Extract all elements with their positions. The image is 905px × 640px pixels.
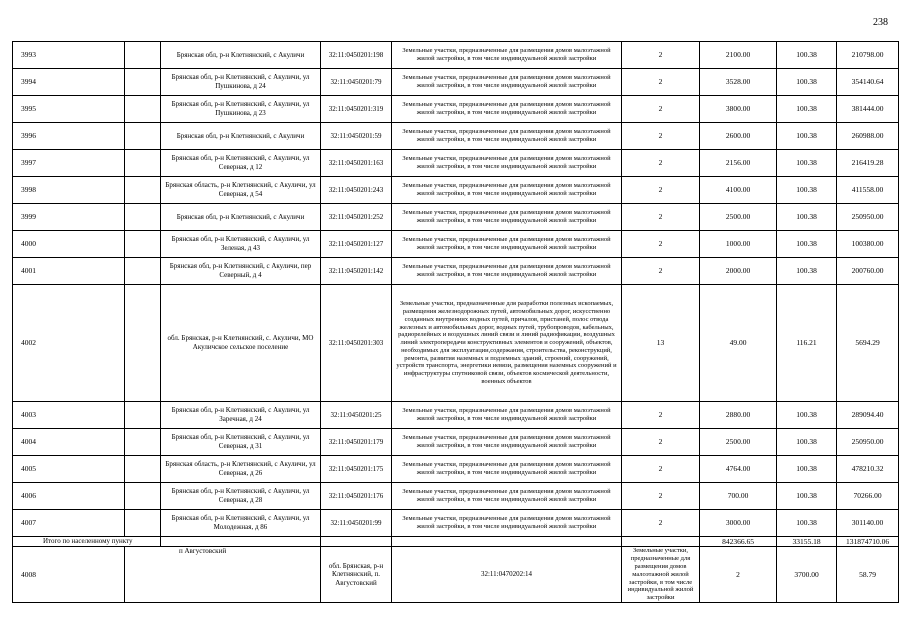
row-cadastral-number: 32:11:0450201:243 — [321, 177, 392, 204]
row-number: 4001 — [13, 258, 125, 285]
row-land-use: Земельные участки, предназначенные для размещения домов малоэтажной жилой застройки, в том числе индивидуальной жилой застройки — [392, 510, 622, 537]
row-rate: 100.38 — [777, 69, 837, 96]
empty-cell — [125, 123, 161, 150]
row-area: 4764.00 — [700, 456, 777, 483]
row-value: 250950.00 — [837, 204, 899, 231]
row-value: 411558.00 — [837, 177, 899, 204]
row-rate: 100.38 — [777, 510, 837, 537]
empty-cell — [125, 510, 161, 537]
row-value: 200760.00 — [837, 258, 899, 285]
row-cadastral-number: 32:11:0450201:79 — [321, 69, 392, 96]
row-address: Брянская обл, р-н Клетнянский, с Акуличи, ул Пушкинова, д 24 — [161, 69, 321, 96]
row-count: 2 — [622, 456, 700, 483]
row-rate: 100.38 — [777, 177, 837, 204]
row-area: 3000.00 — [700, 510, 777, 537]
row-area: 2156.00 — [700, 150, 777, 177]
row-number: 3994 — [13, 69, 125, 96]
row-address: обл. Брянская, р-н Клетнянский, с. Акуличи, МО Акуличское сельское поселение — [161, 285, 321, 402]
row-land-use: Земельные участки, предназначенные для размещения домов малоэтажной жилой застройки, в том числе индивидуальной жилой застройки — [392, 150, 622, 177]
row-address: Брянская обл, р-н Клетнянский, с Акуличи — [161, 123, 321, 150]
row-count: 2 — [622, 177, 700, 204]
row-value: 216419.28 — [837, 150, 899, 177]
row-number: 4007 — [13, 510, 125, 537]
row-number: 4000 — [13, 231, 125, 258]
table-row — [13, 204, 899, 231]
total-empty-cell — [321, 537, 392, 547]
empty-cell — [125, 177, 161, 204]
row-land-use: Земельные участки, предназначенные для размещения домов малоэтажной жилой застройки, в том числе индивидуальной жилой застройки — [392, 69, 622, 96]
empty-cell — [125, 96, 161, 123]
table-row — [13, 547, 899, 603]
row-count: 2 — [622, 96, 700, 123]
settlement-name: п Августовский — [125, 547, 321, 603]
row-address: Брянская обл, р-н Клетнянский, с Акуличи, ул Северная, д 28 — [161, 483, 321, 510]
row-count: 2 — [622, 204, 700, 231]
row-count: 2 — [622, 258, 700, 285]
row-land-use: Земельные участки, предназначенные для размещения домов малоэтажной жилой застройки, в том числе индивидуальной жилой застройки — [392, 429, 622, 456]
row-number: 3997 — [13, 150, 125, 177]
table-row — [13, 456, 899, 483]
row-address: Брянская обл, р-н Клетнянский, с Акуличи — [161, 204, 321, 231]
row-address: Брянская обл, р-н Клетнянский, с Акуличи, ул Северная, д 12 — [161, 150, 321, 177]
total-area: 842366.65 — [700, 537, 777, 547]
row-area: 2100.00 — [700, 42, 777, 69]
row-address: Брянская обл, р-н Клетнянский, с Акуличи, ул Зеленая, д 43 — [161, 231, 321, 258]
page-number: 238 — [873, 17, 888, 28]
total-rate: 33155.18 — [777, 537, 837, 547]
empty-cell — [125, 483, 161, 510]
table-row — [13, 177, 899, 204]
row-count: 2 — [622, 510, 700, 537]
row-rate: 100.38 — [777, 42, 837, 69]
row-value: 260988.00 — [837, 123, 899, 150]
row-land-use: Земельные участки, предназначенные для размещения домов малоэтажной жилой застройки, в том числе индивидуальной жилой застройки — [392, 204, 622, 231]
row-count: 2 — [622, 402, 700, 429]
total-empty-cell — [161, 537, 321, 547]
row-area: 4100.00 — [700, 177, 777, 204]
row-cadastral-number: 32:11:0450201:176 — [321, 483, 392, 510]
row-number: 3993 — [13, 42, 125, 69]
row-value: 381444.00 — [837, 96, 899, 123]
table-body — [13, 42, 899, 603]
row-count: 2 — [622, 483, 700, 510]
row-land-use: Земельные участки, предназначенные для размещения домов малоэтажной жилой застройки, в том числе индивидуальной жилой застройки — [392, 231, 622, 258]
table-row — [13, 123, 899, 150]
row-count: 2 — [622, 42, 700, 69]
row-address: Брянская область, р-н Клетнянский, с Акуличи, ул Северная, д 26 — [161, 456, 321, 483]
empty-cell — [125, 258, 161, 285]
row-cadastral-number: 32:11:0450201:198 — [321, 42, 392, 69]
row-land-use: Земельные участки, предназначенные для размещения домов малоэтажной жилой застройки, в том числе индивидуальной жилой застройки — [392, 96, 622, 123]
row-number: 3995 — [13, 96, 125, 123]
table-row — [13, 510, 899, 537]
row-count: 13 — [622, 285, 700, 402]
row-cadastral-number: 32:11:0450201:319 — [321, 96, 392, 123]
row-value: 289094.40 — [837, 402, 899, 429]
row-area: 3528.00 — [700, 69, 777, 96]
empty-cell — [125, 285, 161, 402]
row-number: 4003 — [13, 402, 125, 429]
empty-cell — [125, 150, 161, 177]
row-address: обл. Брянская, р-н Клетнянский, п. Августовский — [321, 547, 392, 603]
table-row — [13, 285, 899, 402]
row-address: Брянская обл, р-н Клетнянский, с Акуличи, пер Северный, д 4 — [161, 258, 321, 285]
row-value: 354140.64 — [837, 69, 899, 96]
row-area: 700.00 — [700, 483, 777, 510]
row-number: 3999 — [13, 204, 125, 231]
row-area: 49.00 — [700, 285, 777, 402]
row-cadastral-number: 32:11:0450201:179 — [321, 429, 392, 456]
empty-cell — [125, 231, 161, 258]
row-land-use: Земельные участки, предназначенные для размещения домов малоэтажной жилой застройки, в том числе индивидуальной жилой застройки — [392, 483, 622, 510]
row-number: 4002 — [13, 285, 125, 402]
row-rate: 100.38 — [777, 204, 837, 231]
row-rate: 100.38 — [777, 231, 837, 258]
row-address: Брянская обл, р-н Клетнянский, с Акуличи — [161, 42, 321, 69]
row-count: 2 — [622, 123, 700, 150]
row-address: Брянская обл, р-н Клетнянский, с Акуличи, ул Пушкинова, д 23 — [161, 96, 321, 123]
row-address: Брянская обл, р-н Клетнянский, с Акуличи, ул Северная, д 31 — [161, 429, 321, 456]
table-row — [13, 42, 899, 69]
row-count: 2 — [622, 429, 700, 456]
row-area: 3700.00 — [777, 547, 837, 603]
row-address: Брянская область, р-н Клетнянский, с Акуличи, ул Северная, д 54 — [161, 177, 321, 204]
row-cadastral-number: 32:11:0450201:99 — [321, 510, 392, 537]
row-rate: 100.38 — [777, 123, 837, 150]
empty-cell — [125, 402, 161, 429]
table-row — [13, 429, 899, 456]
table-row — [13, 258, 899, 285]
total-value: 131874710.06 — [837, 537, 899, 547]
empty-cell — [125, 69, 161, 96]
row-number: 4008 — [13, 547, 125, 603]
row-rate: 100.38 — [777, 402, 837, 429]
row-land-use: Земельные участки, предназначенные для разработки полезных ископаемых, размещения железнодорожных путей, автомобильных дорог, искусственно созданных внутренних водных путей, причалов, пристаней, полос отвода железных и автомобильных дорог, водных путей, трубопроводов, кабельных, радиорелейных и воздушных линий связи и линий радиофикации, воздушных линий электропередачи конструктивных элементов и сооружений, объектов, необходимых для эксплуатации,содержания, строительства, реконструкций, ремонта, развития наземных и подземных зданий, строений, сооружений, устройств транспорта, энергетики иевязи, размещения наземных сооружений и инфраструктуры спутниковой связи, объектов космической деятельности, военных объектов — [392, 285, 622, 402]
row-area: 3800.00 — [700, 96, 777, 123]
row-rate: 58.79 — [837, 547, 899, 603]
row-rate: 100.38 — [777, 258, 837, 285]
row-cadastral-number: 32:11:0450201:175 — [321, 456, 392, 483]
row-cadastral-number: 32:11:0450201:303 — [321, 285, 392, 402]
row-cadastral-number: 32:11:0450201:252 — [321, 204, 392, 231]
row-area: 2600.00 — [700, 123, 777, 150]
table-row — [13, 150, 899, 177]
row-number: 3998 — [13, 177, 125, 204]
row-area: 2000.00 — [700, 258, 777, 285]
row-land-use: Земельные участки, предназначенные для размещения домов малоэтажной жилой застройки, в том числе индивидуальной жилой застройки — [392, 258, 622, 285]
row-cadastral-number: 32:11:0450201:25 — [321, 402, 392, 429]
row-count: 2 — [622, 231, 700, 258]
row-rate: 100.38 — [777, 96, 837, 123]
total-empty-cell — [392, 537, 622, 547]
row-land-use: Земельные участки, предназначенные для размещения домов малоэтажной жилой застройки, в том числе индивидуальной жилой застройки — [392, 123, 622, 150]
table-row — [13, 69, 899, 96]
row-value: 70266.00 — [837, 483, 899, 510]
row-cadastral-number: 32:11:0450201:59 — [321, 123, 392, 150]
empty-cell — [125, 456, 161, 483]
row-value: 478210.32 — [837, 456, 899, 483]
row-value: 301140.00 — [837, 510, 899, 537]
total-row — [13, 537, 899, 547]
row-count: 2 — [622, 69, 700, 96]
row-number: 4004 — [13, 429, 125, 456]
row-rate: 100.38 — [777, 456, 837, 483]
row-area: 1000.00 — [700, 231, 777, 258]
row-number: 4005 — [13, 456, 125, 483]
table-row — [13, 402, 899, 429]
row-area: 2500.00 — [700, 429, 777, 456]
empty-cell — [125, 204, 161, 231]
row-land-use: Земельные участки, предназначенные для размещения домов малоэтажной жилой застройки, в том числе индивидуальной жилой застройки — [392, 402, 622, 429]
row-land-use: Земельные участки, предназначенные для размещения домов малоэтажной жилой застройки, в том числе индивидуальной жилой застройки — [622, 547, 700, 603]
row-number: 3996 — [13, 123, 125, 150]
row-value: 250950.00 — [837, 429, 899, 456]
row-cadastral-number: 32:11:0450201:142 — [321, 258, 392, 285]
row-rate: 100.38 — [777, 483, 837, 510]
table-row — [13, 483, 899, 510]
row-land-use: Земельные участки, предназначенные для размещения домов малоэтажной жилой застройки, в том числе индивидуальной жилой застройки — [392, 42, 622, 69]
row-rate: 100.38 — [777, 429, 837, 456]
row-area: 2880.00 — [700, 402, 777, 429]
row-land-use: Земельные участки, предназначенные для размещения домов малоэтажной жилой застройки, в том числе индивидуальной жилой застройки — [392, 456, 622, 483]
row-rate: 100.38 — [777, 150, 837, 177]
total-label: Итого по населенному пункту — [13, 537, 161, 547]
row-cadastral-number: 32:11:0450201:163 — [321, 150, 392, 177]
row-cadastral-number: 32:11:0470202:14 — [392, 547, 622, 603]
row-number: 4006 — [13, 483, 125, 510]
row-area: 2500.00 — [700, 204, 777, 231]
empty-cell — [125, 429, 161, 456]
row-value: 5694.29 — [837, 285, 899, 402]
row-cadastral-number: 32:11:0450201:127 — [321, 231, 392, 258]
row-address: Брянская обл, р-н Клетнянский, с Акуличи, ул Молодежная, д 86 — [161, 510, 321, 537]
row-count: 2 — [700, 547, 777, 603]
empty-cell — [125, 42, 161, 69]
row-rate: 116.21 — [777, 285, 837, 402]
table-row — [13, 96, 899, 123]
row-address: Брянская обл, р-н Клетнянский, с Акуличи, ул Заречная, д 24 — [161, 402, 321, 429]
table-row — [13, 231, 899, 258]
cadastral-value-table — [12, 41, 899, 603]
row-value: 100380.00 — [837, 231, 899, 258]
row-value: 210798.00 — [837, 42, 899, 69]
row-land-use: Земельные участки, предназначенные для размещения домов малоэтажной жилой застройки, в том числе индивидуальной жилой застройки — [392, 177, 622, 204]
total-empty-cell — [622, 537, 700, 547]
row-count: 2 — [622, 150, 700, 177]
